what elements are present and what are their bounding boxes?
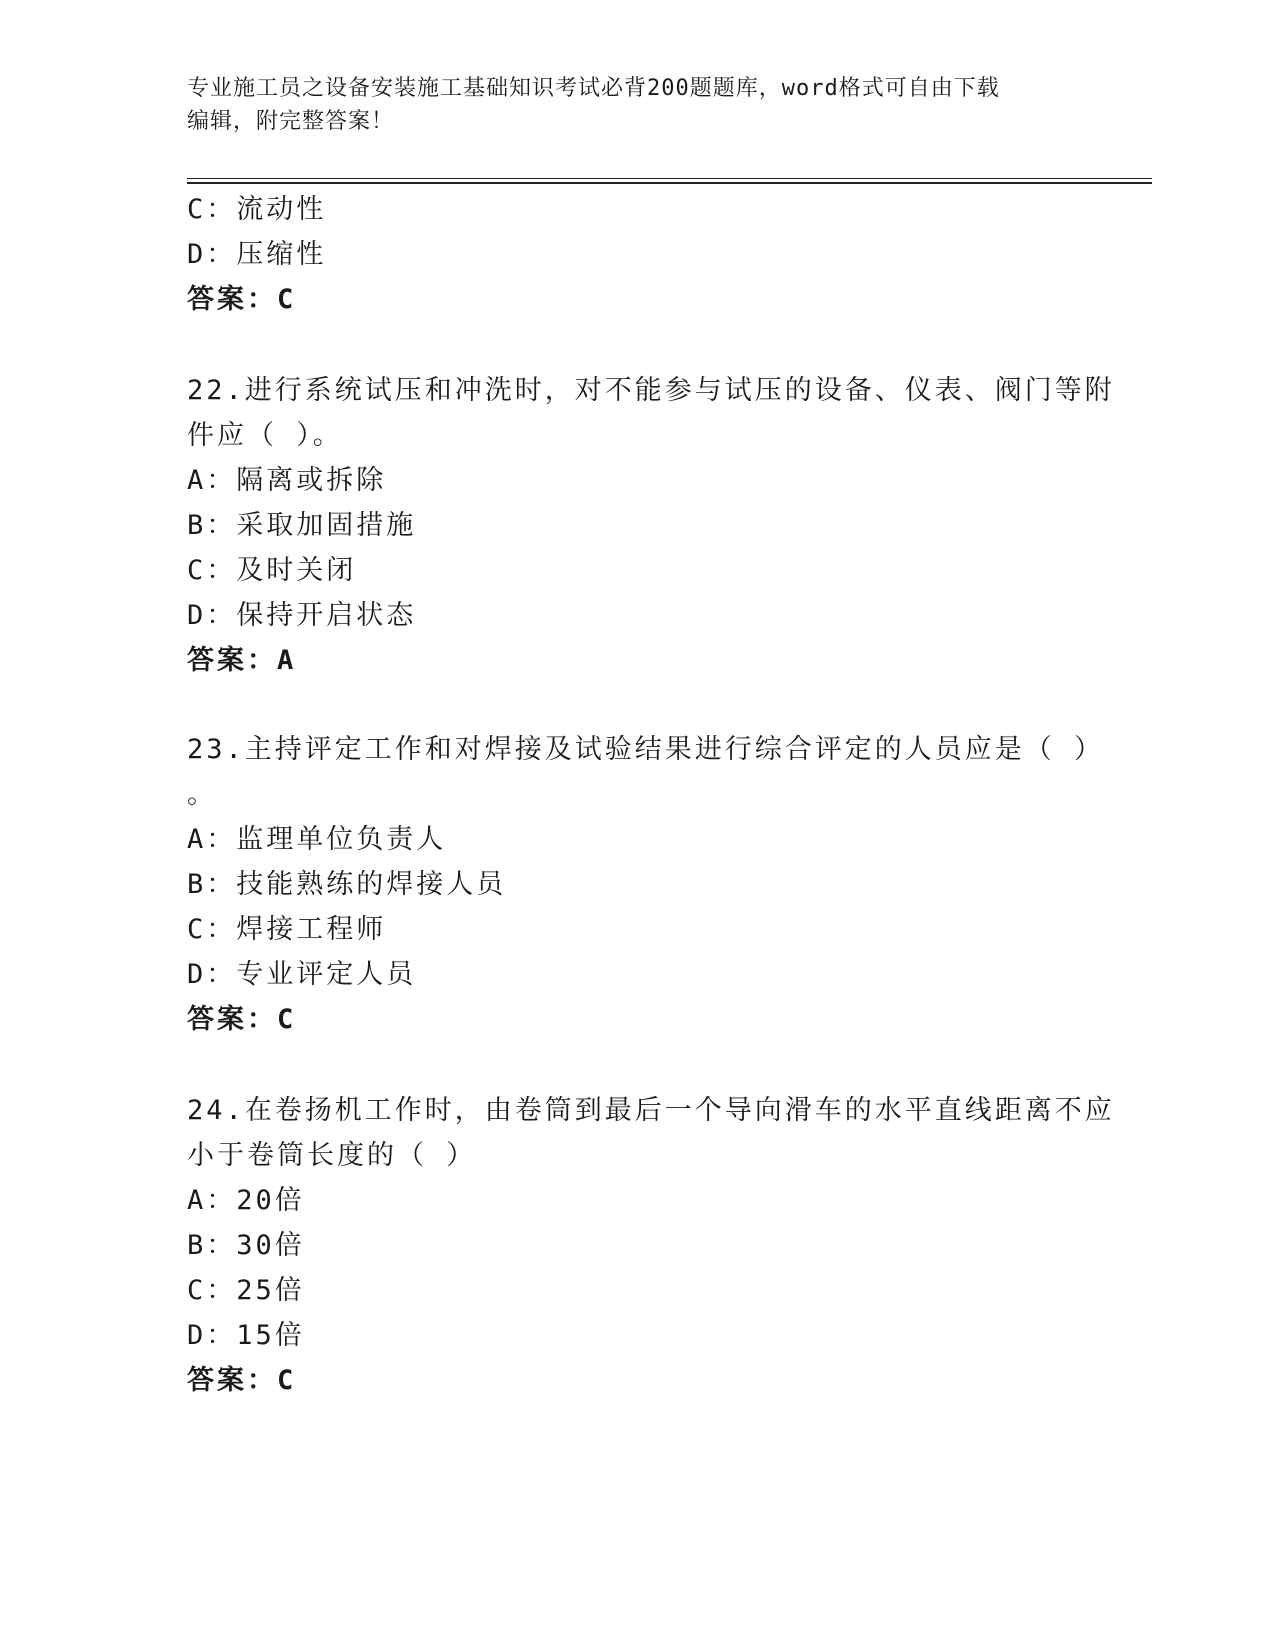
q22-option-d: D：保持开启状态 bbox=[187, 600, 417, 631]
q24-option-c: C：25倍 bbox=[187, 1275, 305, 1306]
q24-answer: 答案：C bbox=[187, 1365, 297, 1396]
q22-option-a: A：隔离或拆除 bbox=[187, 465, 387, 496]
q23-option-a: A：监理单位负责人 bbox=[187, 824, 447, 855]
header-line-2: 编辑，附完整答案！ bbox=[187, 109, 395, 134]
header-rule-thin bbox=[187, 178, 1152, 179]
q21-option-d: D：压缩性 bbox=[187, 239, 327, 270]
q24-option-d: D：15倍 bbox=[187, 1320, 305, 1351]
header-rule-thick bbox=[187, 182, 1152, 184]
q23-answer: 答案：C bbox=[187, 1004, 297, 1035]
q24-stem-line-2: 小于卷筒长度的（ ） bbox=[187, 1140, 477, 1171]
q23-option-d: D：专业评定人员 bbox=[187, 959, 417, 990]
q22-stem-line-2: 件应（ ）。 bbox=[187, 420, 343, 451]
document-header bbox=[187, 72, 1067, 138]
q22-option-c: C：及时关闭 bbox=[187, 555, 357, 586]
q22-answer: 答案：A bbox=[187, 645, 297, 676]
q23-stem-line-2: 。 bbox=[187, 779, 217, 810]
q24-stem-line-1: 24.在卷扬机工作时，由卷筒到最后一个导向滑车的水平直线距离不应 bbox=[187, 1095, 1115, 1126]
q23-option-c: C：焊接工程师 bbox=[187, 914, 387, 945]
q24-option-a: A：20倍 bbox=[187, 1185, 305, 1216]
q23-stem-line-1: 23.主持评定工作和对焊接及试验结果进行综合评定的人员应是（ ） bbox=[187, 734, 1105, 765]
header-line-1: 专业施工员之设备安装施工基础知识考试必背200题题库，word格式可自由下载 bbox=[187, 76, 1000, 101]
q21-answer: 答案：C bbox=[187, 284, 297, 315]
q21-option-c: C：流动性 bbox=[187, 194, 327, 225]
q22-option-b: B：采取加固措施 bbox=[187, 510, 417, 541]
q22-stem-line-1: 22.进行系统试压和冲洗时，对不能参与试压的设备、仪表、阀门等附 bbox=[187, 375, 1115, 406]
q24-option-b: B：30倍 bbox=[187, 1230, 305, 1261]
q23-option-b: B：技能熟练的焊接人员 bbox=[187, 869, 507, 900]
